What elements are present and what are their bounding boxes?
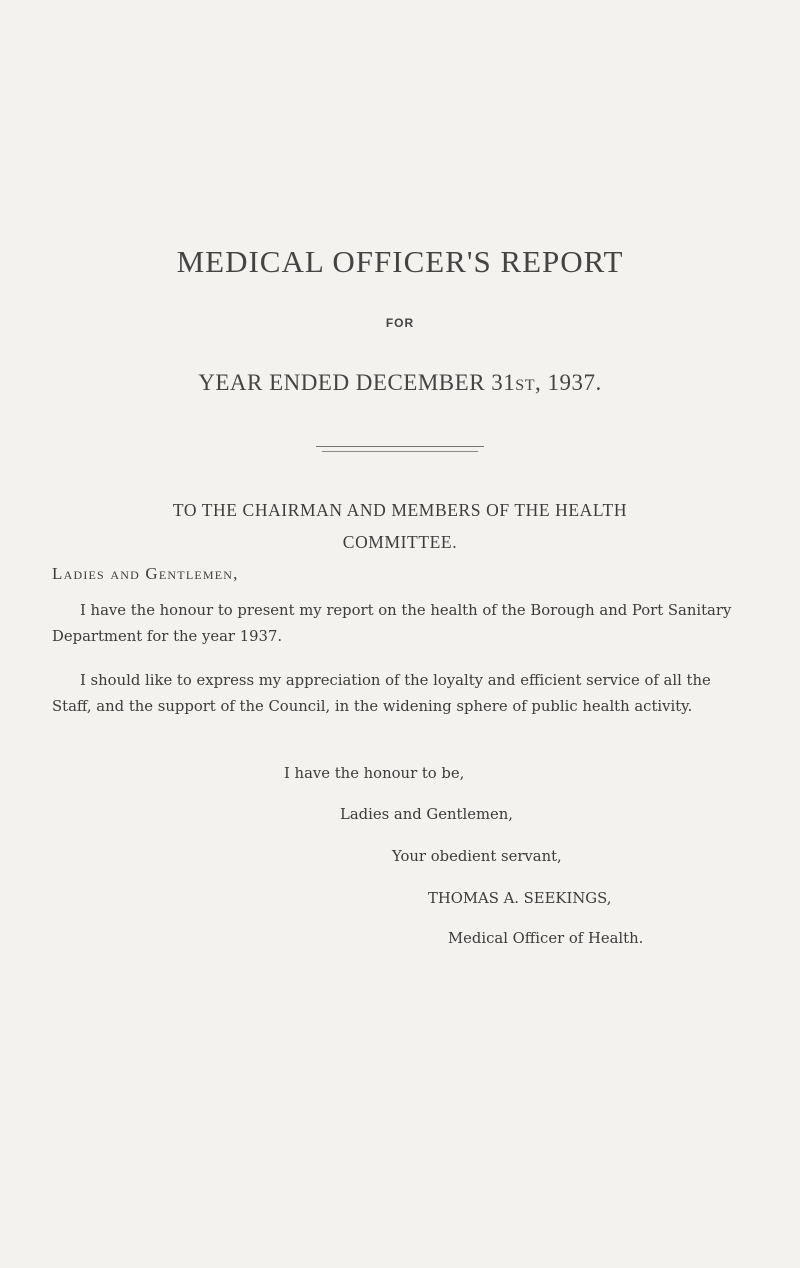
addressee-line-1: TO THE CHAIRMAN AND MEMBERS OF THE HEALTH	[172, 500, 628, 520]
report-period-main: YEAR ENDED DECEMBER 31	[198, 370, 516, 395]
report-period-end: , 1937.	[534, 370, 602, 395]
closing-line-3: Your obedient servant,	[392, 848, 562, 865]
report-title: MEDICAL OFFICER'S REPORT	[176, 244, 624, 279]
closing-line-2: Ladies and Gentlemen,	[340, 806, 513, 823]
body-paragraph-2	[52, 668, 748, 720]
addressee	[0, 494, 800, 558]
body-paragraph-1-text: I have the honour to present my report on the health of the Borough and Port Sanitary Department for the year 1937.	[52, 602, 732, 645]
report-period-suffix: ST	[515, 377, 535, 394]
report-period	[0, 370, 800, 396]
closing-line-1: I have the honour to be,	[284, 765, 465, 782]
divider-rule-lower	[322, 451, 478, 452]
addressee-line-2: COMMITTEE.	[342, 532, 458, 552]
for-label: FOR	[385, 316, 415, 330]
signatory-name: THOMAS A. SEEKINGS,	[428, 890, 612, 907]
divider-rule	[316, 446, 484, 447]
signatory-position: Medical Officer of Health.	[448, 930, 644, 947]
body-paragraph-2-text: I should like to express my appreciation of the loyalty and efficient service of all the Staff, and the support of the Council, in the widening sphere of public health activity.	[52, 672, 711, 715]
body-paragraph-1	[52, 598, 748, 650]
salutation: Ladies and Gentlemen,	[52, 564, 239, 583]
